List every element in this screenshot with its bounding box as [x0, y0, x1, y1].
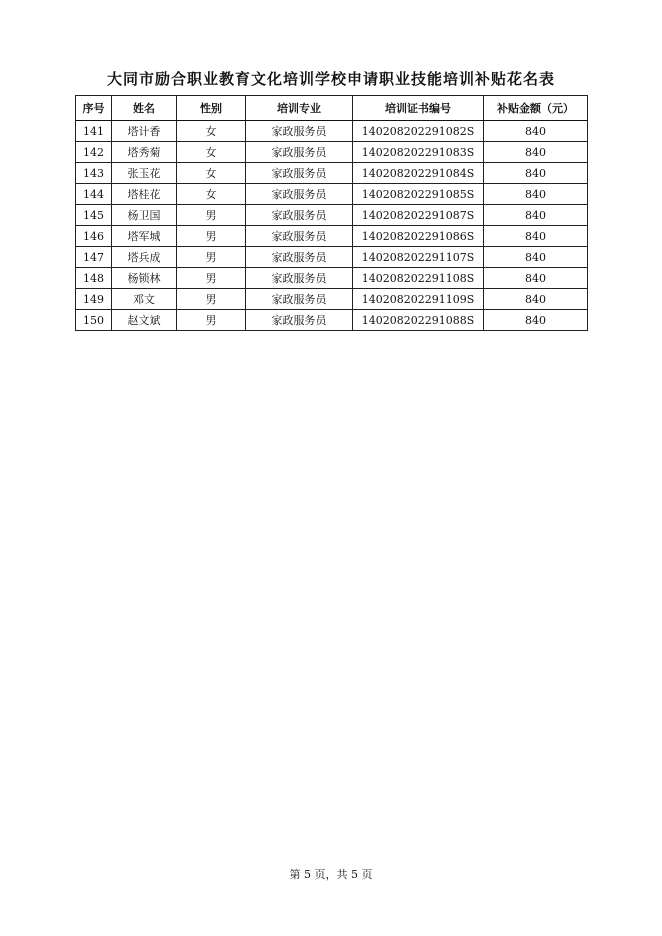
- cell-serial-number: 145: [76, 205, 112, 226]
- cell-certificate-number: 140208202291108S: [353, 268, 484, 289]
- cell-subsidy-amount: 840: [484, 247, 588, 268]
- cell-training-major: 家政服务员: [246, 121, 353, 142]
- table-row: [76, 121, 588, 142]
- header-certificate-number: 培训证书编号: [353, 96, 484, 121]
- cell-name: 张玉花: [112, 163, 177, 184]
- cell-training-major: 家政服务员: [246, 226, 353, 247]
- table-row: [76, 247, 588, 268]
- cell-gender: 女: [177, 142, 246, 163]
- cell-name: 塔桂花: [112, 184, 177, 205]
- cell-training-major: 家政服务员: [246, 142, 353, 163]
- header-serial-number: 序号: [76, 96, 112, 121]
- cell-training-major: 家政服务员: [246, 247, 353, 268]
- cell-gender: 女: [177, 184, 246, 205]
- cell-serial-number: 144: [76, 184, 112, 205]
- page-title: 大同市励合职业教育文化培训学校申请职业技能培训补贴花名表: [106, 70, 555, 88]
- cell-serial-number: 149: [76, 289, 112, 310]
- cell-certificate-number: 140208202291109S: [353, 289, 484, 310]
- cell-name: 塔计香: [112, 121, 177, 142]
- cell-serial-number: 150: [76, 310, 112, 331]
- cell-subsidy-amount: 840: [484, 289, 588, 310]
- table-row: [76, 163, 588, 184]
- cell-gender: 男: [177, 205, 246, 226]
- cell-subsidy-amount: 840: [484, 268, 588, 289]
- cell-gender: 男: [177, 247, 246, 268]
- subsidy-roster-table: [75, 95, 588, 331]
- cell-training-major: 家政服务员: [246, 310, 353, 331]
- table-row: [76, 142, 588, 163]
- cell-subsidy-amount: 840: [484, 205, 588, 226]
- cell-certificate-number: 140208202291085S: [353, 184, 484, 205]
- table-row: [76, 268, 588, 289]
- header-subsidy-amount: 补贴金额（元）: [484, 96, 588, 121]
- table-row: [76, 226, 588, 247]
- cell-training-major: 家政服务员: [246, 205, 353, 226]
- cell-serial-number: 148: [76, 268, 112, 289]
- cell-subsidy-amount: 840: [484, 142, 588, 163]
- cell-subsidy-amount: 840: [484, 163, 588, 184]
- cell-certificate-number: 140208202291083S: [353, 142, 484, 163]
- table-header-row: [76, 96, 588, 121]
- header-name: 姓名: [112, 96, 177, 121]
- cell-certificate-number: 140208202291088S: [353, 310, 484, 331]
- cell-serial-number: 141: [76, 121, 112, 142]
- cell-training-major: 家政服务员: [246, 184, 353, 205]
- cell-subsidy-amount: 840: [484, 184, 588, 205]
- cell-serial-number: 143: [76, 163, 112, 184]
- table-row: [76, 184, 588, 205]
- table-row: [76, 310, 588, 331]
- cell-gender: 男: [177, 226, 246, 247]
- cell-name: 杨锁林: [112, 268, 177, 289]
- cell-name: 塔军城: [112, 226, 177, 247]
- cell-training-major: 家政服务员: [246, 163, 353, 184]
- cell-certificate-number: 140208202291084S: [353, 163, 484, 184]
- header-training-major: 培训专业: [246, 96, 353, 121]
- page-footer: 第 5 页，共 5 页: [289, 868, 373, 881]
- cell-training-major: 家政服务员: [246, 289, 353, 310]
- cell-gender: 男: [177, 268, 246, 289]
- cell-name: 邓文: [112, 289, 177, 310]
- cell-name: 塔秀菊: [112, 142, 177, 163]
- cell-serial-number: 147: [76, 247, 112, 268]
- cell-gender: 女: [177, 121, 246, 142]
- table-row: [76, 205, 588, 226]
- cell-name: 赵文斌: [112, 310, 177, 331]
- cell-gender: 男: [177, 289, 246, 310]
- cell-name: 塔兵成: [112, 247, 177, 268]
- cell-name: 杨卫国: [112, 205, 177, 226]
- cell-gender: 女: [177, 163, 246, 184]
- cell-serial-number: 142: [76, 142, 112, 163]
- cell-certificate-number: 140208202291087S: [353, 205, 484, 226]
- header-gender: 性别: [177, 96, 246, 121]
- cell-subsidy-amount: 840: [484, 226, 588, 247]
- cell-subsidy-amount: 840: [484, 310, 588, 331]
- cell-certificate-number: 140208202291082S: [353, 121, 484, 142]
- cell-gender: 男: [177, 310, 246, 331]
- cell-subsidy-amount: 840: [484, 121, 588, 142]
- cell-training-major: 家政服务员: [246, 268, 353, 289]
- cell-certificate-number: 140208202291107S: [353, 247, 484, 268]
- cell-serial-number: 146: [76, 226, 112, 247]
- cell-certificate-number: 140208202291086S: [353, 226, 484, 247]
- table-row: [76, 289, 588, 310]
